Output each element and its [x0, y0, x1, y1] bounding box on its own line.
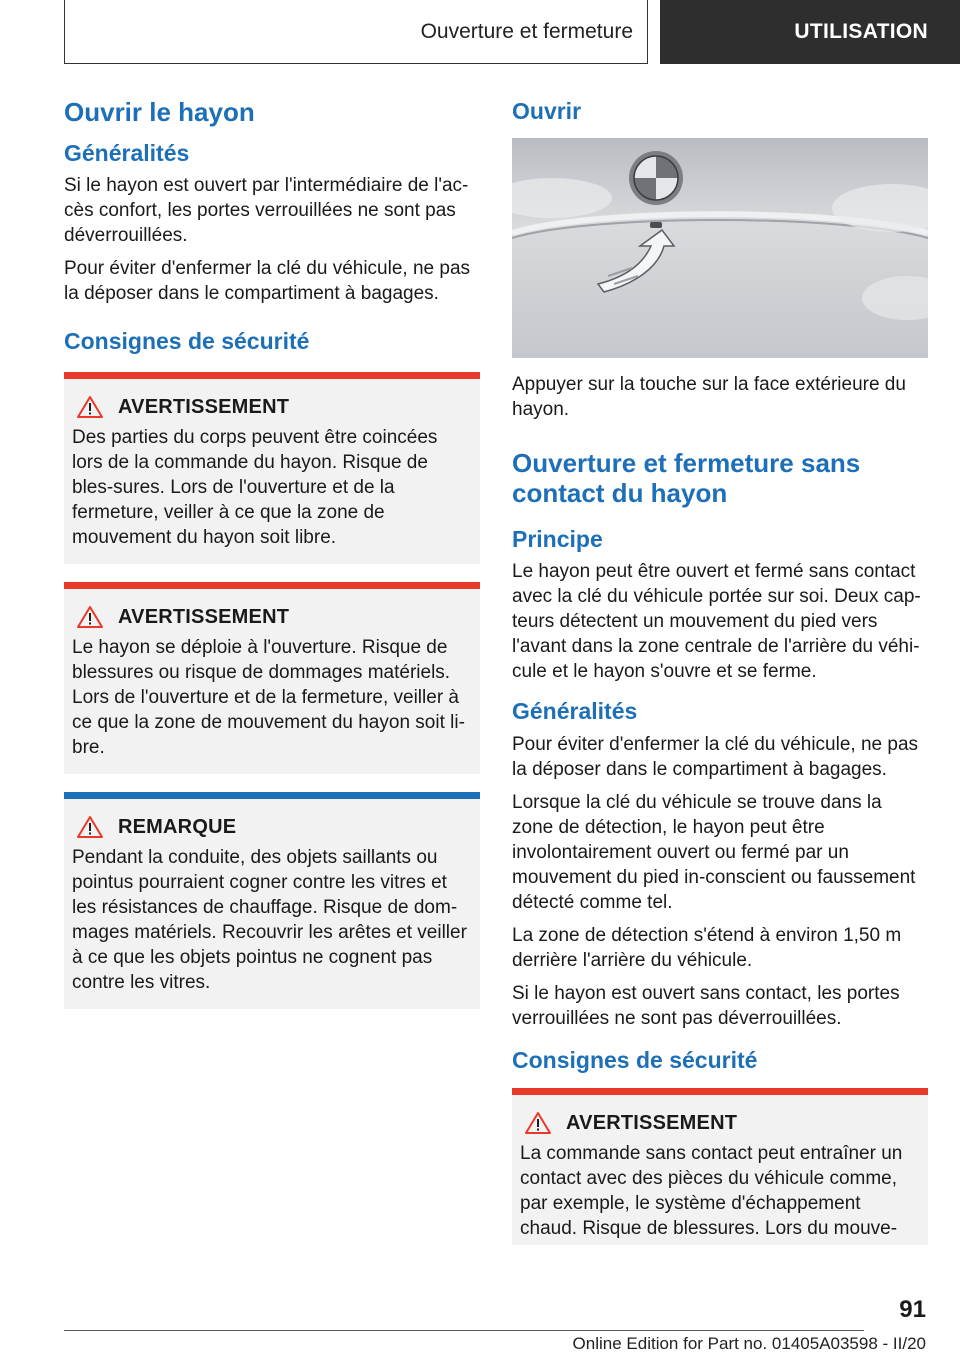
warning-label: AVERTISSEMENT: [118, 605, 290, 628]
warning-bar: [64, 582, 480, 589]
page-number: 91: [899, 1296, 926, 1323]
general-right-paragraph-4: Si le hayon est ouvert sans contact, les portes verrouillées ne sont pas déverrouillées.: [512, 982, 900, 1029]
principle-heading: Principe: [512, 525, 603, 552]
header-section-label: Ouverture et fermeture: [420, 19, 633, 43]
safety-heading: Consignes de sécurité: [64, 328, 310, 355]
header-chapter-label: UTILISATION: [794, 20, 928, 43]
general-right-paragraph-3: La zone de détection s'étend à environ 1,50 m derrière l'arrière du véhicule.: [512, 924, 902, 971]
general-right-paragraph-1: Pour éviter d'enfermer la clé du véhicule, ne pas la déposer dans le compartiment à bagages.: [512, 733, 919, 780]
warning-box: [64, 582, 480, 774]
general-paragraph-1: Si le hayon est ouvert par l'intermédiaire de l'ac-cès confort, les portes verrouillées ne sont pas déverrouillées.: [64, 175, 469, 247]
warning-label: AVERTISSEMENT: [118, 395, 290, 418]
warning-bar: [512, 1088, 928, 1095]
contactless-title: Ouverture et fermeture sans contact du hayon: [512, 447, 861, 508]
footer-edition: Online Edition for Part no. 01405A03598 - II/20: [572, 1334, 926, 1353]
warning-text: Des parties du corps peuvent être coincées lors de la commande du hayon. Risque de bles-sures. Lors de l'ouverture et de la fermeture, veiller à ce que la zone de mouvement du hayon soit libre.: [72, 427, 438, 549]
note-label: REMARQUE: [118, 815, 237, 838]
open-heading: Ouvrir: [512, 98, 582, 124]
warning-text: La commande sans contact peut entraîner un contact avec des pièces du véhicule comme, par exemple, le système d'échappement chaud. Risque de blessures. Lors du mouve-: [520, 1143, 903, 1240]
warning-box: [512, 1088, 928, 1245]
warning-label: AVERTISSEMENT: [566, 1111, 738, 1134]
note-bar: [64, 792, 480, 799]
principle-paragraph: Le hayon peut être ouvert et fermé sans contact avec la clé du véhicule portée sur soi. Deux cap-teurs détectent un mouvement du pied vers l'avant dans la zone centrale de l'arrière du véhi-cule et le hayon s'ouvre et se ferme.: [512, 561, 921, 683]
warning-bar: [64, 372, 480, 379]
safety-heading-right: Consignes de sécurité: [512, 1046, 758, 1073]
warning-triangle-icon: [76, 395, 104, 419]
warning-triangle-icon: [524, 1111, 552, 1135]
tailgate-illustration: [512, 138, 928, 358]
header-chapter-tab: [660, 0, 960, 64]
tailgate-button-figure: [512, 138, 928, 358]
general-paragraph-2: Pour éviter d'enfermer la clé du véhicule, ne pas la déposer dans le compartiment à bagages.: [64, 258, 471, 305]
general-heading-right: Généralités: [512, 698, 638, 725]
right-column: [512, 98, 928, 1245]
note-text: Pendant la conduite, des objets saillants ou pointus pourraient cogner contre les vitres et les résistances de chauffage. Risque de dom-mages matériels. Recouvrir les arêtes et veiller à ce que les objets pointus ne cognent pas contre les vitres.: [72, 847, 467, 994]
warning-triangle-icon: [76, 605, 104, 629]
warning-box: [64, 372, 480, 564]
note-box: [64, 792, 480, 1009]
page-title: Ouvrir le hayon: [64, 97, 255, 127]
general-right-paragraph-2: Lorsque la clé du véhicule se trouve dans la zone de détection, le hayon peut être involontairement ouvert ou fermé par un mouvement du pied in-conscient ou faussement détecté comme tel.: [512, 791, 916, 913]
warning-text: Le hayon se déploie à l'ouverture. Risque de blessures ou risque de dommages matériels. Lors de l'ouverture et de la fermeture, veiller à ce que la zone de mouvement du hayon soit li-bre.: [72, 637, 465, 759]
footer-divider: [64, 1330, 864, 1331]
header-section-tab: [64, 0, 648, 64]
warning-triangle-icon: [76, 815, 104, 839]
general-heading: Généralités: [64, 139, 190, 166]
left-column: [64, 98, 480, 1027]
open-caption: Appuyer sur la touche sur la face extérieure du hayon.: [512, 373, 906, 420]
